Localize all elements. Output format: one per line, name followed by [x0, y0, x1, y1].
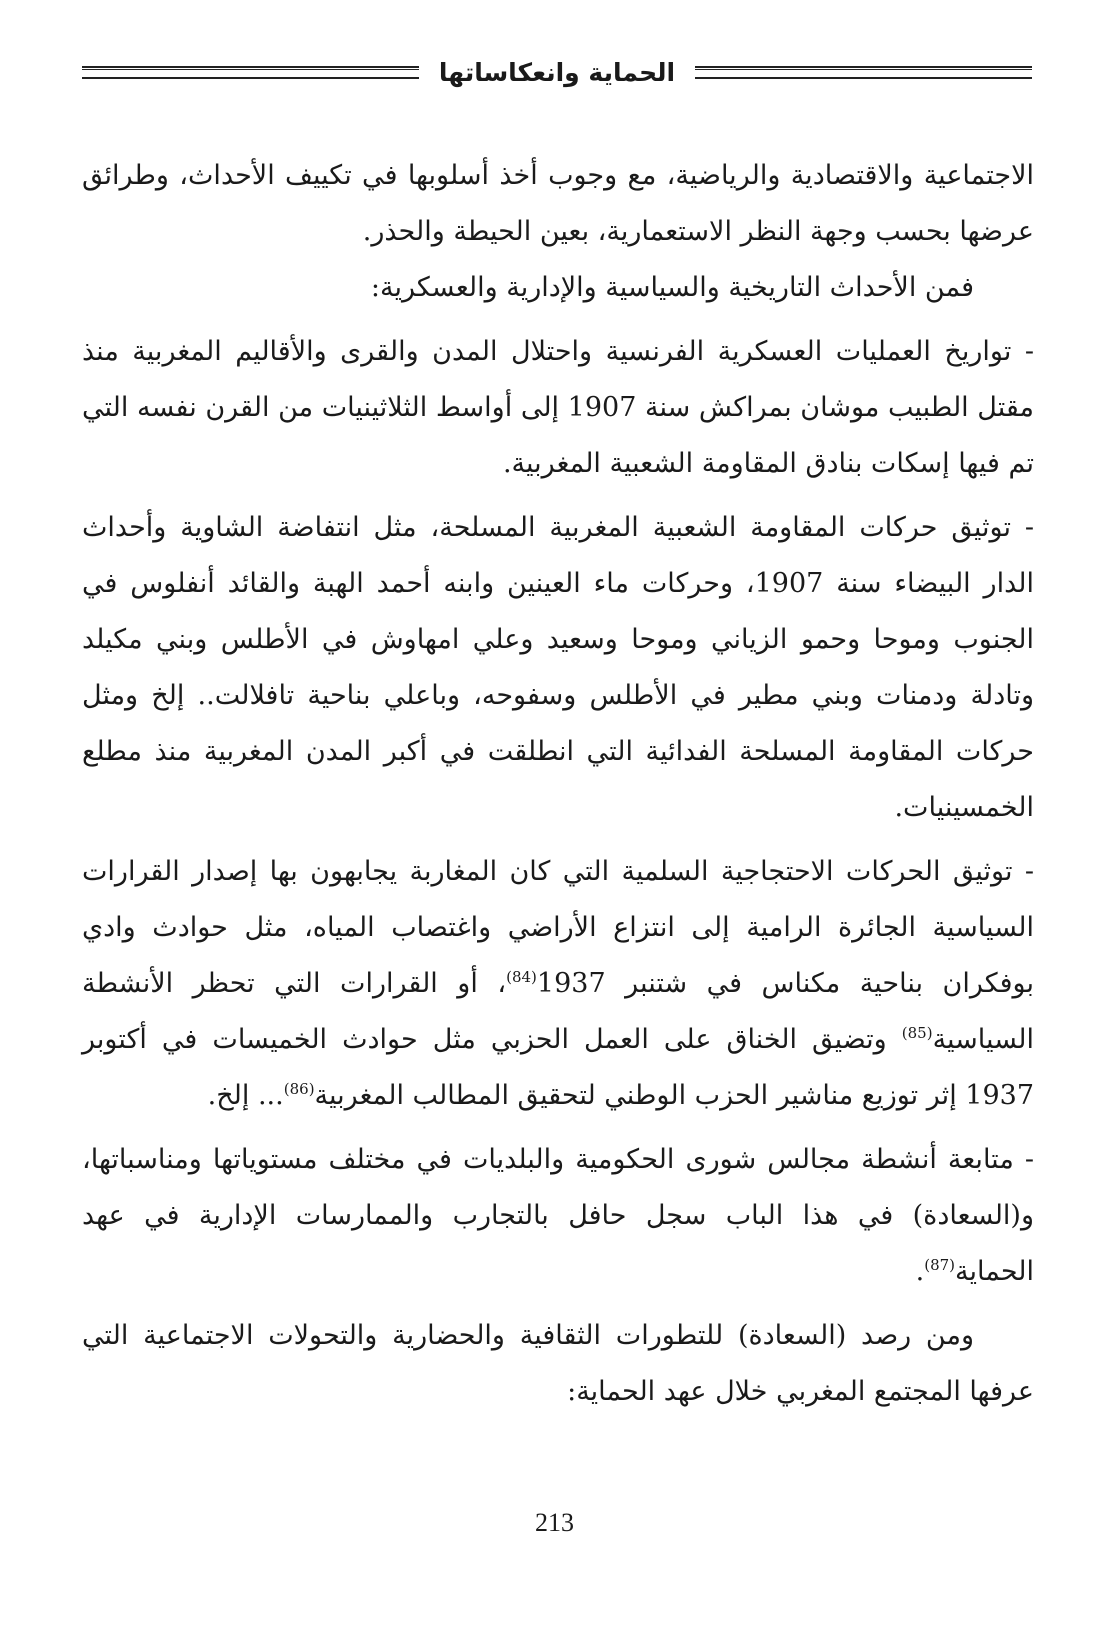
footnote-ref-84: (84)	[506, 968, 537, 986]
paragraph-councils	[82, 1132, 1034, 1300]
paragraph-military-operations: - تواريخ العمليات العسكرية الفرنسية واحتلال المدن والقرى والأقاليم المغربية منذ مقتل الطبيب موشان بمراكش سنة 1907 إلى أواسط الثلاثينيات من القرن نفسه التي تم فيها إسكات بنادق المقاومة الشعبية المغربية.	[82, 336, 1034, 479]
running-header	[82, 52, 1032, 92]
paragraph-text: - توثيق الحركات الاحتجاجية السلمية التي كان المغاربة يجابهون بها إصدار القرارات السياسية الجائرة الرامية إلى انتزاع الأراضي واغتصاب المياه، مثل حوادث وادي بوفكران بناحية مكناس في شتنبر 1937	[82, 856, 1035, 999]
paragraph-text: ... إلخ.	[207, 1080, 284, 1111]
paragraph-text: وتضيق الخناق على العمل الحزبي مثل حوادث الخميسات في أكتوبر 1937 إثر توزيع مناشير الحزب الوطني لتحقيق المطالب المغربية	[82, 1024, 1034, 1111]
paragraph-armed-resistance: - توثيق حركات المقاومة الشعبية المغربية المسلحة، مثل انتفاضة الشاوية وأحداث الدار البيضاء سنة 1907، وحركات ماء العينين وابنه أحمد الهبة والقائد أنفلوس في الجنوب وموحا وحمو الزياني وموحا وسعيد وعلي امهاوش في الأطلس وبني مكيلد وتادلة ودمنات وبني مطير في الأطلس وسفوحه، وباعلي بناحية تافلالت.. إلخ ومثل حركات المقاومة المسلحة الفدائية التي انطلقت في أكبر المدن المغربية منذ مطلع الخمسينيات.	[82, 512, 1034, 823]
paragraph-continuation: الاجتماعية والاقتصادية والرياضية، مع وجوب أخذ أسلوبها في تكييف الأحداث، وطرائق عرضها بحسب وجهة النظر الاستعمارية، بعين الحيطة والحذر.	[82, 160, 1034, 247]
footnote-ref-87: (87)	[924, 1256, 956, 1274]
paragraph-intro-cultural: ومن رصد (السعادة) للتطورات الثقافية والحضارية والتحولات الاجتماعية التي عرفها المجتمع المغربي خلال عهد الحماية:	[82, 1320, 1034, 1407]
running-title: الحماية وانعكاساتها	[438, 57, 676, 87]
header-rule-right	[695, 66, 1032, 79]
paragraph-text: - متابعة أنشطة مجالس شورى الحكومية والبلديات في مختلف مستوياتها ومناسباتها، و(السعادة) في هذا الباب سجل حافل بالتجارب والممارسات الإدارية في عهد الحماية	[82, 1144, 1034, 1287]
paragraph-intro-military-events: فمن الأحداث التاريخية والسياسية والإدارية والعسكرية:	[370, 272, 974, 303]
footnote-ref-85: (85)	[901, 1024, 933, 1042]
paragraph-peaceful-protests	[82, 844, 1034, 1124]
body-text	[82, 148, 1034, 1428]
paragraph-text: ، أو القرارات التي تحظر الأنشطة السياسية	[82, 968, 1034, 1055]
paragraph-text: .	[915, 1256, 925, 1287]
header-rule-left	[82, 66, 419, 79]
page-number: 213	[535, 1508, 574, 1537]
footnote-ref-86: (86)	[283, 1080, 315, 1098]
